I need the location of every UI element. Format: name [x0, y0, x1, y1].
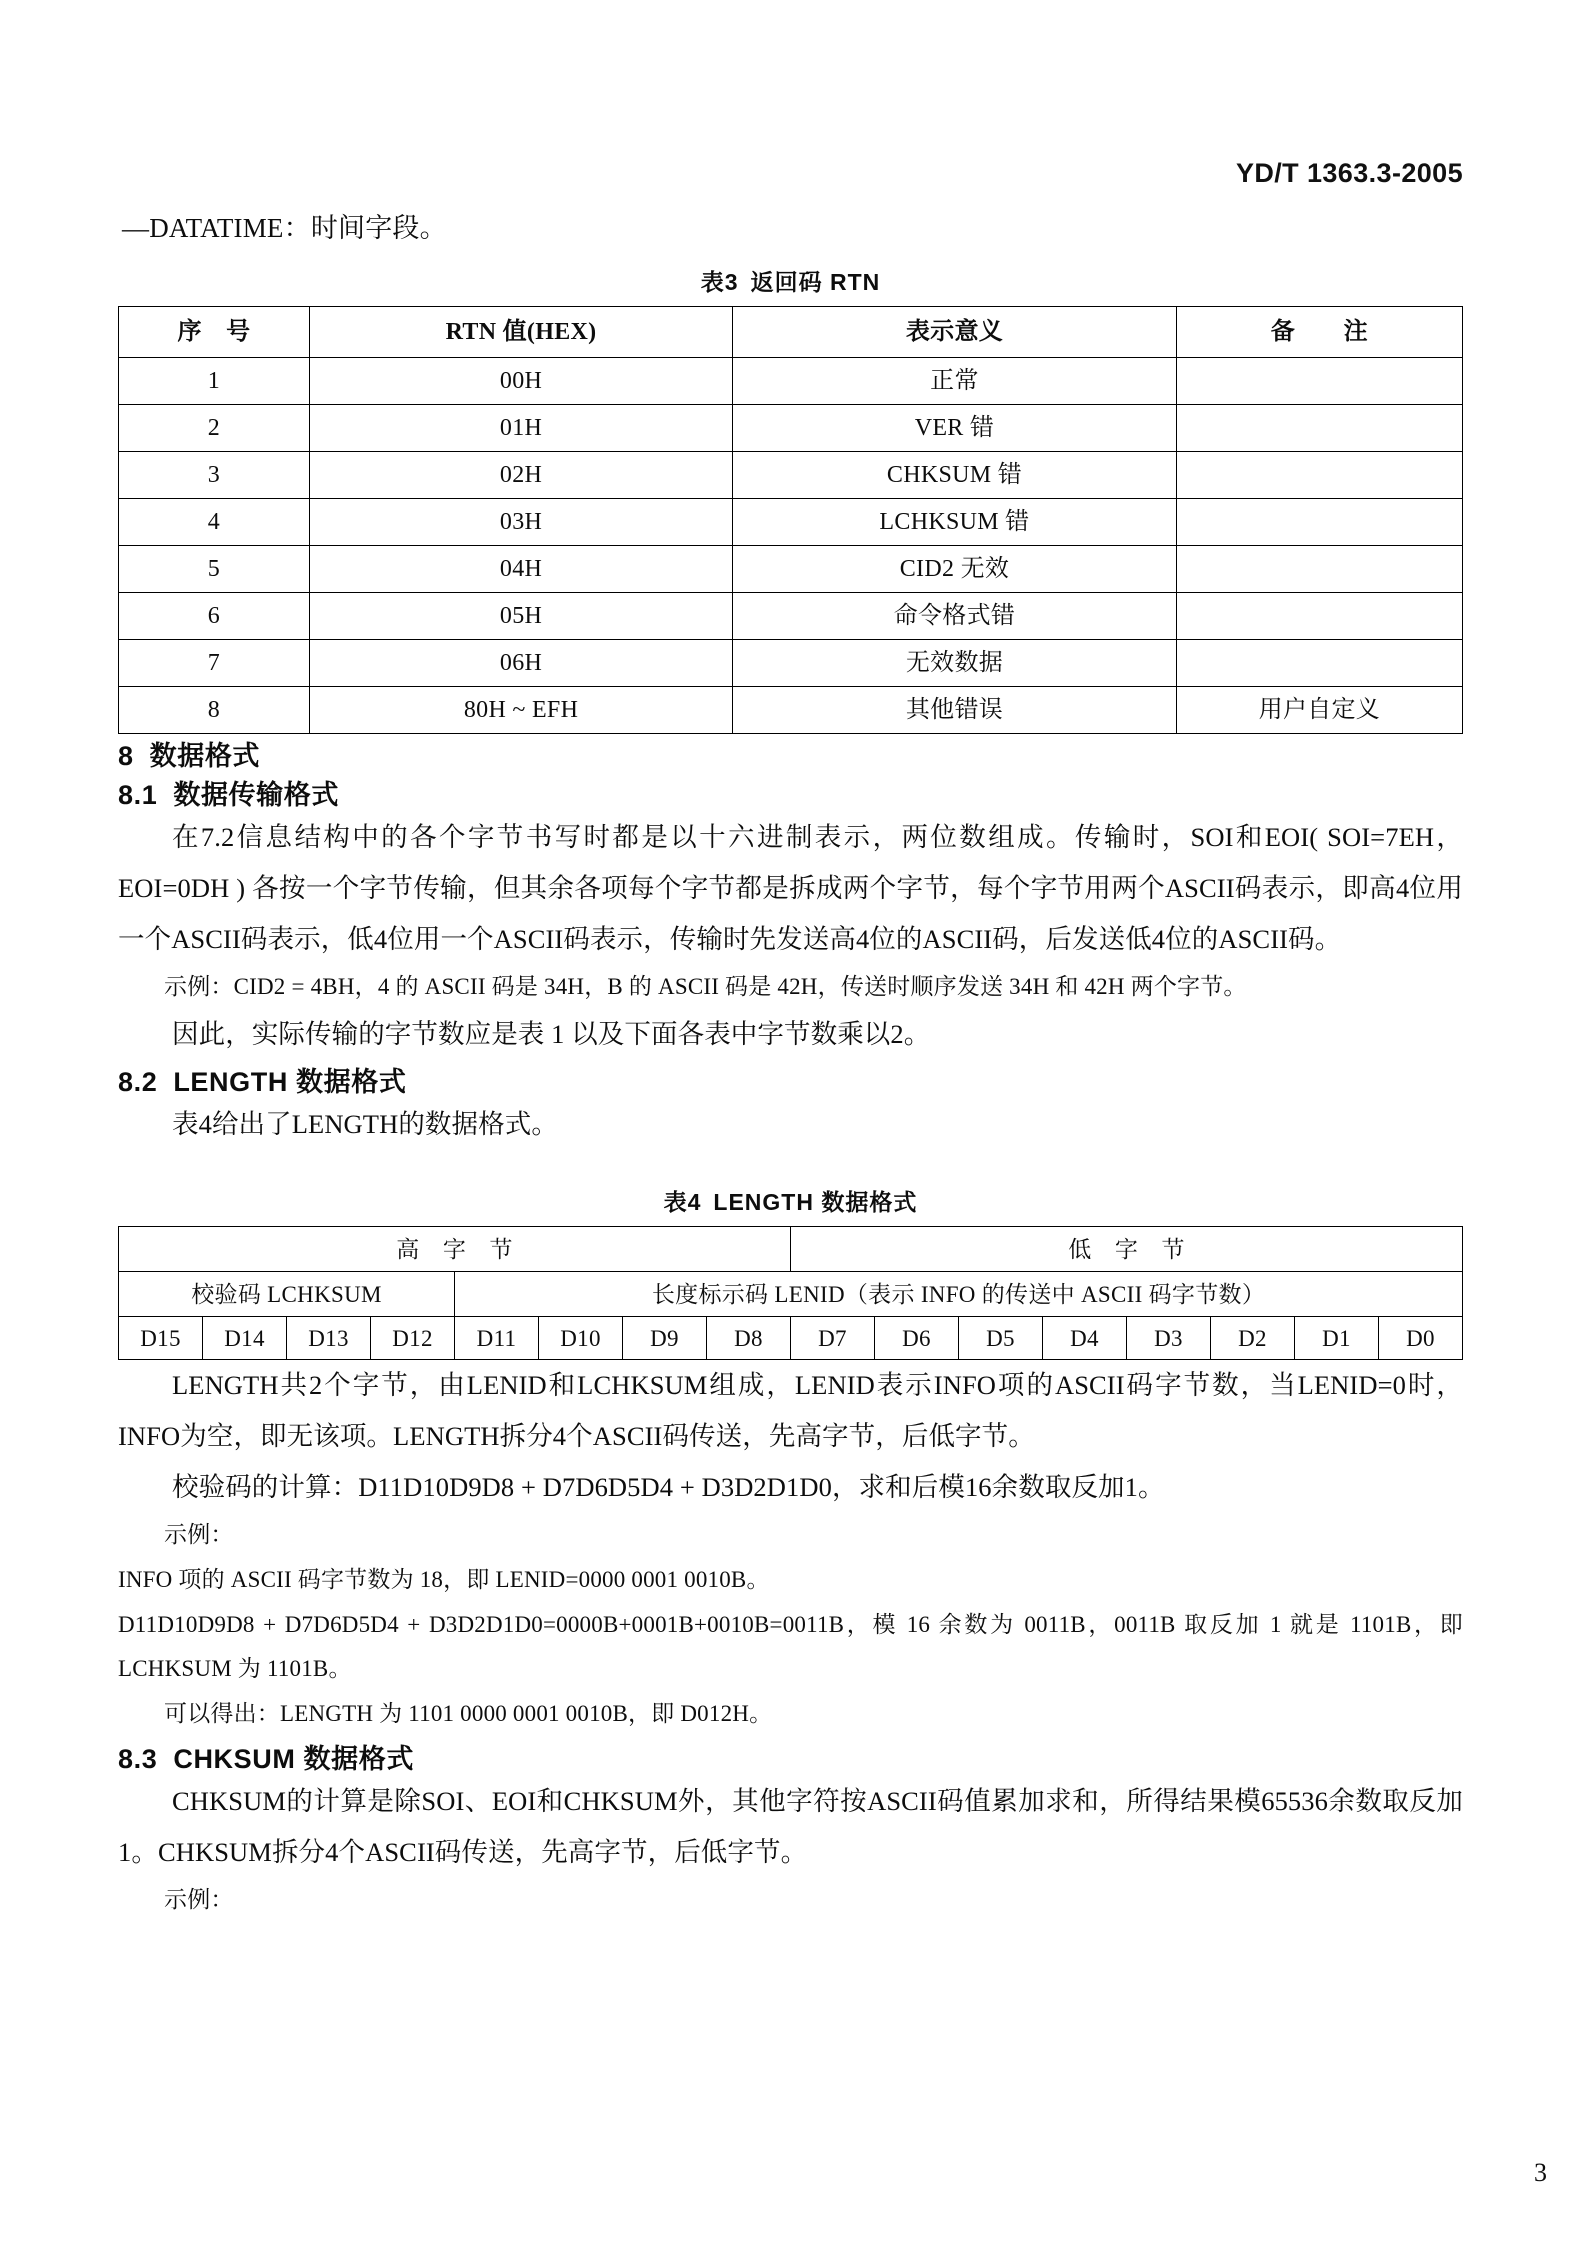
table3-header-row: [119, 307, 1463, 358]
section-8-3-example-label: 示例：: [164, 1886, 234, 1912]
table3-cell-meaning: CID2 无效: [733, 546, 1177, 593]
table4-bit-d7: D7: [791, 1317, 875, 1360]
section-8-1-note: 因此，实际传输的字节数应是表 1 以及下面各表中字节数乘以2。: [172, 1019, 931, 1050]
table4-bit-d5: D5: [959, 1317, 1043, 1360]
page-number: 3: [1534, 2158, 1547, 2187]
table3-col-header-meaning: 表示意义: [733, 307, 1177, 358]
table3-cell-meaning: 命令格式错: [733, 593, 1177, 640]
table-row: [119, 640, 1463, 687]
section-8-title: 数据格式: [149, 741, 261, 771]
table4-bit-d14: D14: [203, 1317, 287, 1360]
heading-section-8-1: [118, 773, 1463, 812]
table3-cell-meaning: 其他错误: [733, 687, 1177, 734]
table3-cell-no: 3: [119, 452, 310, 499]
section-8-2-number: 8.2: [118, 1067, 158, 1098]
table3-cell-rtn: 04H: [309, 546, 732, 593]
table-return-code-rtn: [118, 306, 1463, 734]
document-flow: [118, 264, 1463, 1923]
table3-cell-remark: [1176, 546, 1462, 593]
table3-cell-no: 5: [119, 546, 310, 593]
table4-bit-d4: D4: [1043, 1317, 1127, 1360]
section-8-1-example: 示例：CID2 = 4BH，4 的 ASCII 码是 34H，B 的 ASCII 码是 42H，传送时顺序发送 34H 和 42H 两个字节。: [164, 973, 1247, 999]
table3-cell-remark: [1176, 452, 1462, 499]
table4-bit-d15: D15: [119, 1317, 203, 1360]
table4-bit-d3: D3: [1127, 1317, 1211, 1360]
table3-cell-no: 7: [119, 640, 310, 687]
table3-caption-title: 返回码 RTN: [750, 269, 881, 295]
table4-bits-row: [119, 1317, 1463, 1360]
table3-cell-meaning: CHKSUM 错: [733, 452, 1177, 499]
table3-cell-rtn: 05H: [309, 593, 732, 640]
table4-caption-title: LENGTH 数据格式: [713, 1189, 918, 1216]
table4-caption: [118, 1184, 1463, 1217]
table4-byte-header-row: [119, 1227, 1463, 1272]
section-8-3-title: CHKSUM 数据格式: [173, 1744, 414, 1775]
table3-cell-rtn: 03H: [309, 499, 732, 546]
table4-bit-d12: D12: [371, 1317, 455, 1360]
table3-cell-rtn: 80H ~ EFH: [309, 687, 732, 734]
table-row: [119, 452, 1463, 499]
heading-section-8-3: [118, 1737, 1463, 1776]
table-row: [119, 358, 1463, 405]
table4-caption-label: 表4: [663, 1189, 702, 1216]
table3-cell-no: 6: [119, 593, 310, 640]
section-8-2-example-line-3: 可以得出：LENGTH 为 1101 0000 0001 0010B，即 D012H。: [164, 1701, 773, 1727]
section-8-3-number: 8.3: [118, 1744, 158, 1775]
table3-cell-meaning: 无效数据: [733, 640, 1177, 687]
table-length-data-format: [118, 1226, 1463, 1360]
table4-bit-d2: D2: [1211, 1317, 1295, 1360]
table3-col-header-rtn-value: RTN 值(HEX): [309, 307, 732, 358]
section-8-2-paragraph-2: 校验码的计算：D11D10D9D8 + D7D6D5D4 + D3D2D1D0，求和后模16余数取反加1。: [172, 1471, 1165, 1502]
table4-bit-d10: D10: [539, 1317, 623, 1360]
section-8-2-example-line-2: D11D10D9D8 + D7D6D5D4 + D3D2D1D0=0000B+0001B+0010B=0011B，模 16 余数为 0011B，0011B 取反加 1 就是 1101B，即 LCHKSUM 为 1101B。: [118, 1611, 1463, 1682]
table3-col-header-no: 序 号: [119, 307, 310, 358]
running-header-standard-number: YD/T 1363.3-2005: [1235, 158, 1463, 188]
section-8-1-title: 数据传输格式: [173, 780, 339, 810]
table3-cell-remark: [1176, 593, 1462, 640]
table3-cell-rtn: 01H: [309, 405, 732, 452]
table-row: [119, 593, 1463, 640]
table4-bit-d11: D11: [455, 1317, 539, 1360]
section-8-2-paragraph-1: LENGTH共2个字节，由LENID和LCHKSUM组成，LENID表示INFO项的ASCII码字节数，当LENID=0时，INFO为空，即无该项。LENGTH拆分4个ASCII码传送，先高字节，后低字节。: [118, 1370, 1463, 1452]
section-8-2-example-line-1: INFO 项的 ASCII 码字节数为 18，即 LENID=0000 0001 0010B。: [118, 1566, 770, 1592]
table4-bit-d8: D8: [707, 1317, 791, 1360]
section-8-3-paragraph: CHKSUM的计算是除SOI、EOI和CHKSUM外，其他字符按ASCII码值累加求和，所得结果模65536余数取反加1。CHKSUM拆分4个ASCII码传送，先高字节，后低字节。: [118, 1786, 1463, 1867]
table3-cell-remark: [1176, 499, 1462, 546]
table4-bit-d9: D9: [623, 1317, 707, 1360]
heading-section-8-2: [118, 1060, 1463, 1099]
table3-cell-no: 1: [119, 358, 310, 405]
table4-low-byte-header: 低 字 节: [791, 1227, 1463, 1272]
section-8-1-number: 8.1: [118, 780, 158, 810]
table-row: [119, 499, 1463, 546]
table3-cell-rtn: 06H: [309, 640, 732, 687]
table4-high-byte-header: 高 字 节: [119, 1227, 791, 1272]
table3-cell-remark: [1176, 640, 1462, 687]
table3-cell-remark: [1176, 405, 1462, 452]
table-row: [119, 405, 1463, 452]
table3-cell-remark: [1176, 358, 1462, 405]
table-row: [119, 546, 1463, 593]
table4-bit-d6: D6: [875, 1317, 959, 1360]
section-8-1-paragraph: 在7.2信息结构中的各个字节书写时都是以十六进制表示，两位数组成。传输时，SOI和EOI( SOI=7EH，EOI=0DH ) 各按一个字节传输，但其余各项每个字节都是拆成两个字节，每个字节用两个ASCII码表示，即高4位用一个ASCII码表示，低4位用一个ASCII码表示，传输时先发送高4位的ASCII码，后发送低4位的ASCII码。: [118, 822, 1463, 954]
table3-cell-no: 8: [119, 687, 310, 734]
table3-cell-meaning: VER 错: [733, 405, 1177, 452]
table3-cell-no: 4: [119, 499, 310, 546]
table4-bit-d1: D1: [1295, 1317, 1379, 1360]
table3-cell-rtn: 00H: [309, 358, 732, 405]
table3-cell-no: 2: [119, 405, 310, 452]
table3-cell-meaning: 正常: [733, 358, 1177, 405]
table3-col-header-remark: 备 注: [1176, 307, 1462, 358]
table4-field-lchksum: 校验码 LCHKSUM: [119, 1272, 455, 1317]
table4-bit-d13: D13: [287, 1317, 371, 1360]
table4-field-lenid: 长度标示码 LENID（表示 INFO 的传送中 ASCII 码字节数）: [455, 1272, 1463, 1317]
table4-bit-d0: D0: [1379, 1317, 1463, 1360]
lead-paragraph-datatime: —DATATIME：时间字段。: [122, 213, 447, 243]
section-8-2-title: LENGTH 数据格式: [173, 1067, 407, 1098]
table3-caption: [118, 264, 1463, 297]
section-8-2-example-label: 示例：: [164, 1521, 234, 1547]
table-row: [119, 687, 1463, 734]
section-8-2-intro: 表4给出了LENGTH的数据格式。: [172, 1109, 558, 1140]
table3-cell-rtn: 02H: [309, 452, 732, 499]
heading-section-8: [118, 734, 1463, 773]
table4-field-row: [119, 1272, 1463, 1317]
table3-caption-label: 表3: [700, 269, 739, 295]
section-8-number: 8: [118, 741, 134, 771]
table3-cell-remark: 用户自定义: [1176, 687, 1462, 734]
table3-cell-meaning: LCHKSUM 错: [733, 499, 1177, 546]
